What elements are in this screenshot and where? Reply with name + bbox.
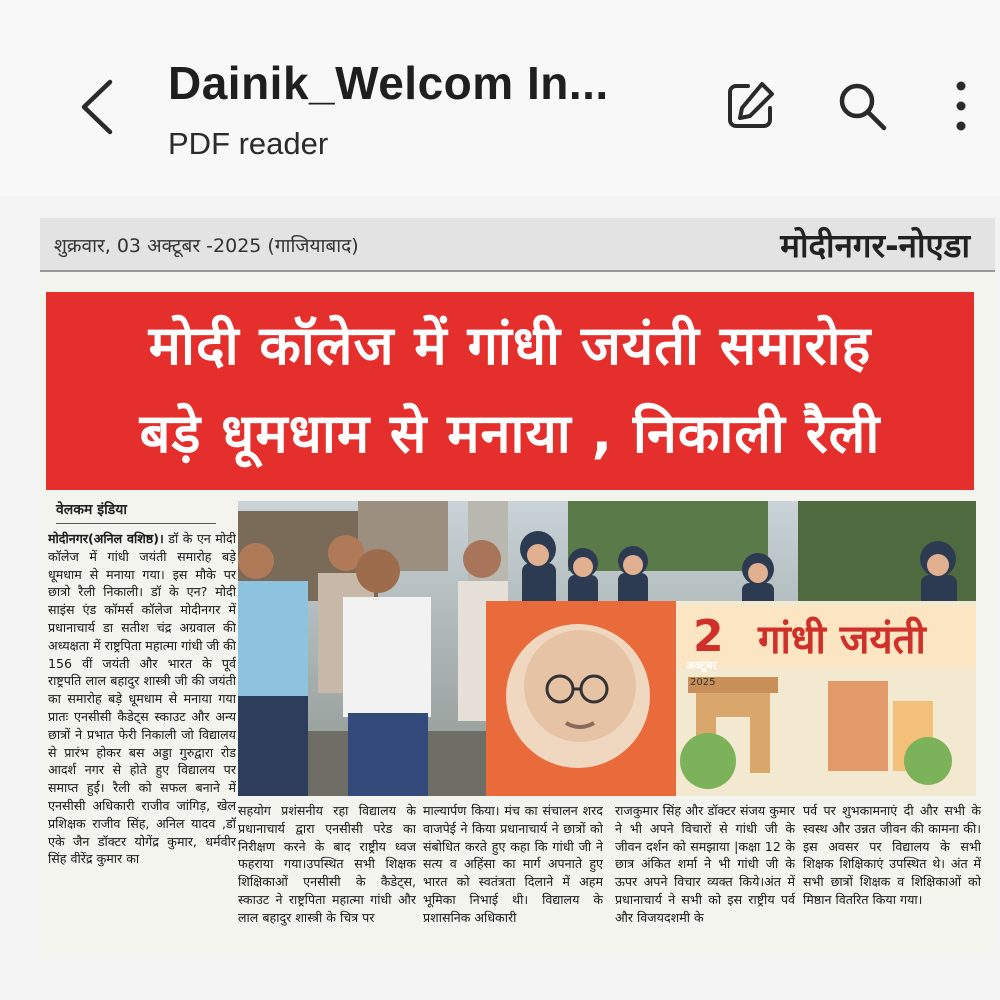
headline-line-1: मोदी कॉलेज में गांधी जयंती समारोह bbox=[148, 314, 872, 377]
edit-button[interactable] bbox=[722, 78, 778, 134]
headline-banner bbox=[46, 292, 974, 490]
banner-title: गांधी जयंती bbox=[758, 617, 926, 663]
search-icon bbox=[834, 78, 890, 134]
banner-date-number: 2 bbox=[693, 611, 724, 662]
article-column-3: माल्यार्पण किया। मंच का संचालन शरद वाजपेई ने किया प्रधानाचार्य ने छात्रों को संबोधित करते हुए कहा कि गांधी जी ने सत्य व अहिंसा का मार्ग अपनाते हुए भारत को स्वतंत्रता दिलाने में अहम भूमिका निभाई थी। विद्यालय के प्रशासनिक अधिकारी bbox=[423, 803, 603, 925]
publication-date: शुक्रवार, 03 अक्टूबर -2025 (गाजियाबाद) bbox=[54, 235, 359, 257]
column-1-text: डॉ के एन मोदी कॉलेज में गांधी जयंती समारोह बड़े धूमधाम से मनाया गया। इस मौके पर छात्रो रैली निकाली। डॉ के एन? मोदी साइंस एंड कॉमर्स कॉलेज मोदीनगर में प्रधानाचार्य डा सतीश चंद्र अग्रवाल की अध्यक्षता में राष्ट्रपिता महात्मा गांधी जी की 156 वीं जयंती और भारत के पूर्व राष्ट्रपति लाल बहादुर शास्त्री जी की जयंती का समारोह बड़े धूमधाम से मनाया गया प्रातः एनसीसी कैडेट्स स्काउट और अन्य छात्रों ने प्रभात फेरी निकाली जो विद्यालय से प्रारंभ होकर बस अड्डा गुरुद्वारा रोड आदर्श नगर से होते हुए विद्यालय पर समाप्त हुई। रैली को सफल बनाने में एनसीसी अधिकारी राजीव जांगिड़, खेल प्रशिक्षक राजीव सिंह, अनिल यादव ,डॉ एके जैन डॉक्टर योगेंद्र कुमार, धर्मवीर सिंह वीरेंद्र कुमार का bbox=[48, 531, 236, 867]
banner-month: अक्टूबर bbox=[686, 659, 717, 672]
rally-photo-illustration bbox=[238, 501, 976, 796]
search-button[interactable] bbox=[834, 78, 890, 134]
rally-photo bbox=[238, 501, 976, 796]
more-options-button[interactable] bbox=[936, 78, 986, 134]
article-column-5: पर्व पर शुभकामनाएं दी और सभी के स्वस्थ और उन्नत जीवन की कामना की।इस अवसर पर विद्यालय के सभी शिक्षक शिक्षिकाएं उपस्थित थे। अंत में सभी छात्रों शिक्षक व शिक्षिकाओं को मिष्ठान वितरित किया गया। bbox=[803, 803, 981, 907]
document-title: Dainik_Welcom In... bbox=[168, 57, 609, 109]
app-bar bbox=[0, 0, 1000, 196]
more-vertical-icon bbox=[946, 78, 976, 134]
edit-icon bbox=[722, 78, 778, 134]
article-column-4: राजकुमार सिंह और डॉक्टर संजय कुमार ने भी अपने विचारों से गांधी जी के जीवन दर्शन को समझाया |कक्षा 12 के छात्र अंकित शर्मा ने भी गांधी जी के ऊपर अपने विचार व्यक्त किये।अंत में प्रधानाचार्य ने सभी को इस राष्ट्रीय पर्व और विजयदशमी के bbox=[615, 803, 795, 925]
app-subtitle: PDF reader bbox=[168, 126, 329, 161]
back-arrow-icon bbox=[70, 72, 130, 142]
article-column-1 bbox=[48, 530, 236, 958]
date-strip bbox=[40, 218, 995, 272]
dateline: मोदीनगर(अनिल वशिष्ठ)। bbox=[48, 531, 164, 546]
section-name: मोदीनगर-नोएडा bbox=[780, 226, 970, 265]
back-button[interactable] bbox=[70, 72, 130, 142]
byline: वेलकम इंडिया bbox=[56, 500, 216, 524]
newspaper-page bbox=[40, 218, 995, 958]
banner-year: 2025 bbox=[690, 677, 716, 688]
headline-line-2: बड़े धूमधाम से मनाया , निकाली रैली bbox=[139, 402, 881, 465]
pdf-viewer[interactable] bbox=[0, 196, 1000, 1000]
article-column-2: सहयोग प्रशंसनीय रहा विद्यालय के प्रधानाचार्य द्वारा एनसीसी परेड का निरीक्षण करने के बाद राष्ट्रीय ध्वज फहराया गया।उपस्थित सभी शिक्षक शिक्षिकाओं एनसीसी के कैडेट्स, स्काउट ने राष्ट्रपिता महात्मा गांधी और लाल बहादुर शास्त्री के चित्र पर bbox=[238, 803, 416, 925]
